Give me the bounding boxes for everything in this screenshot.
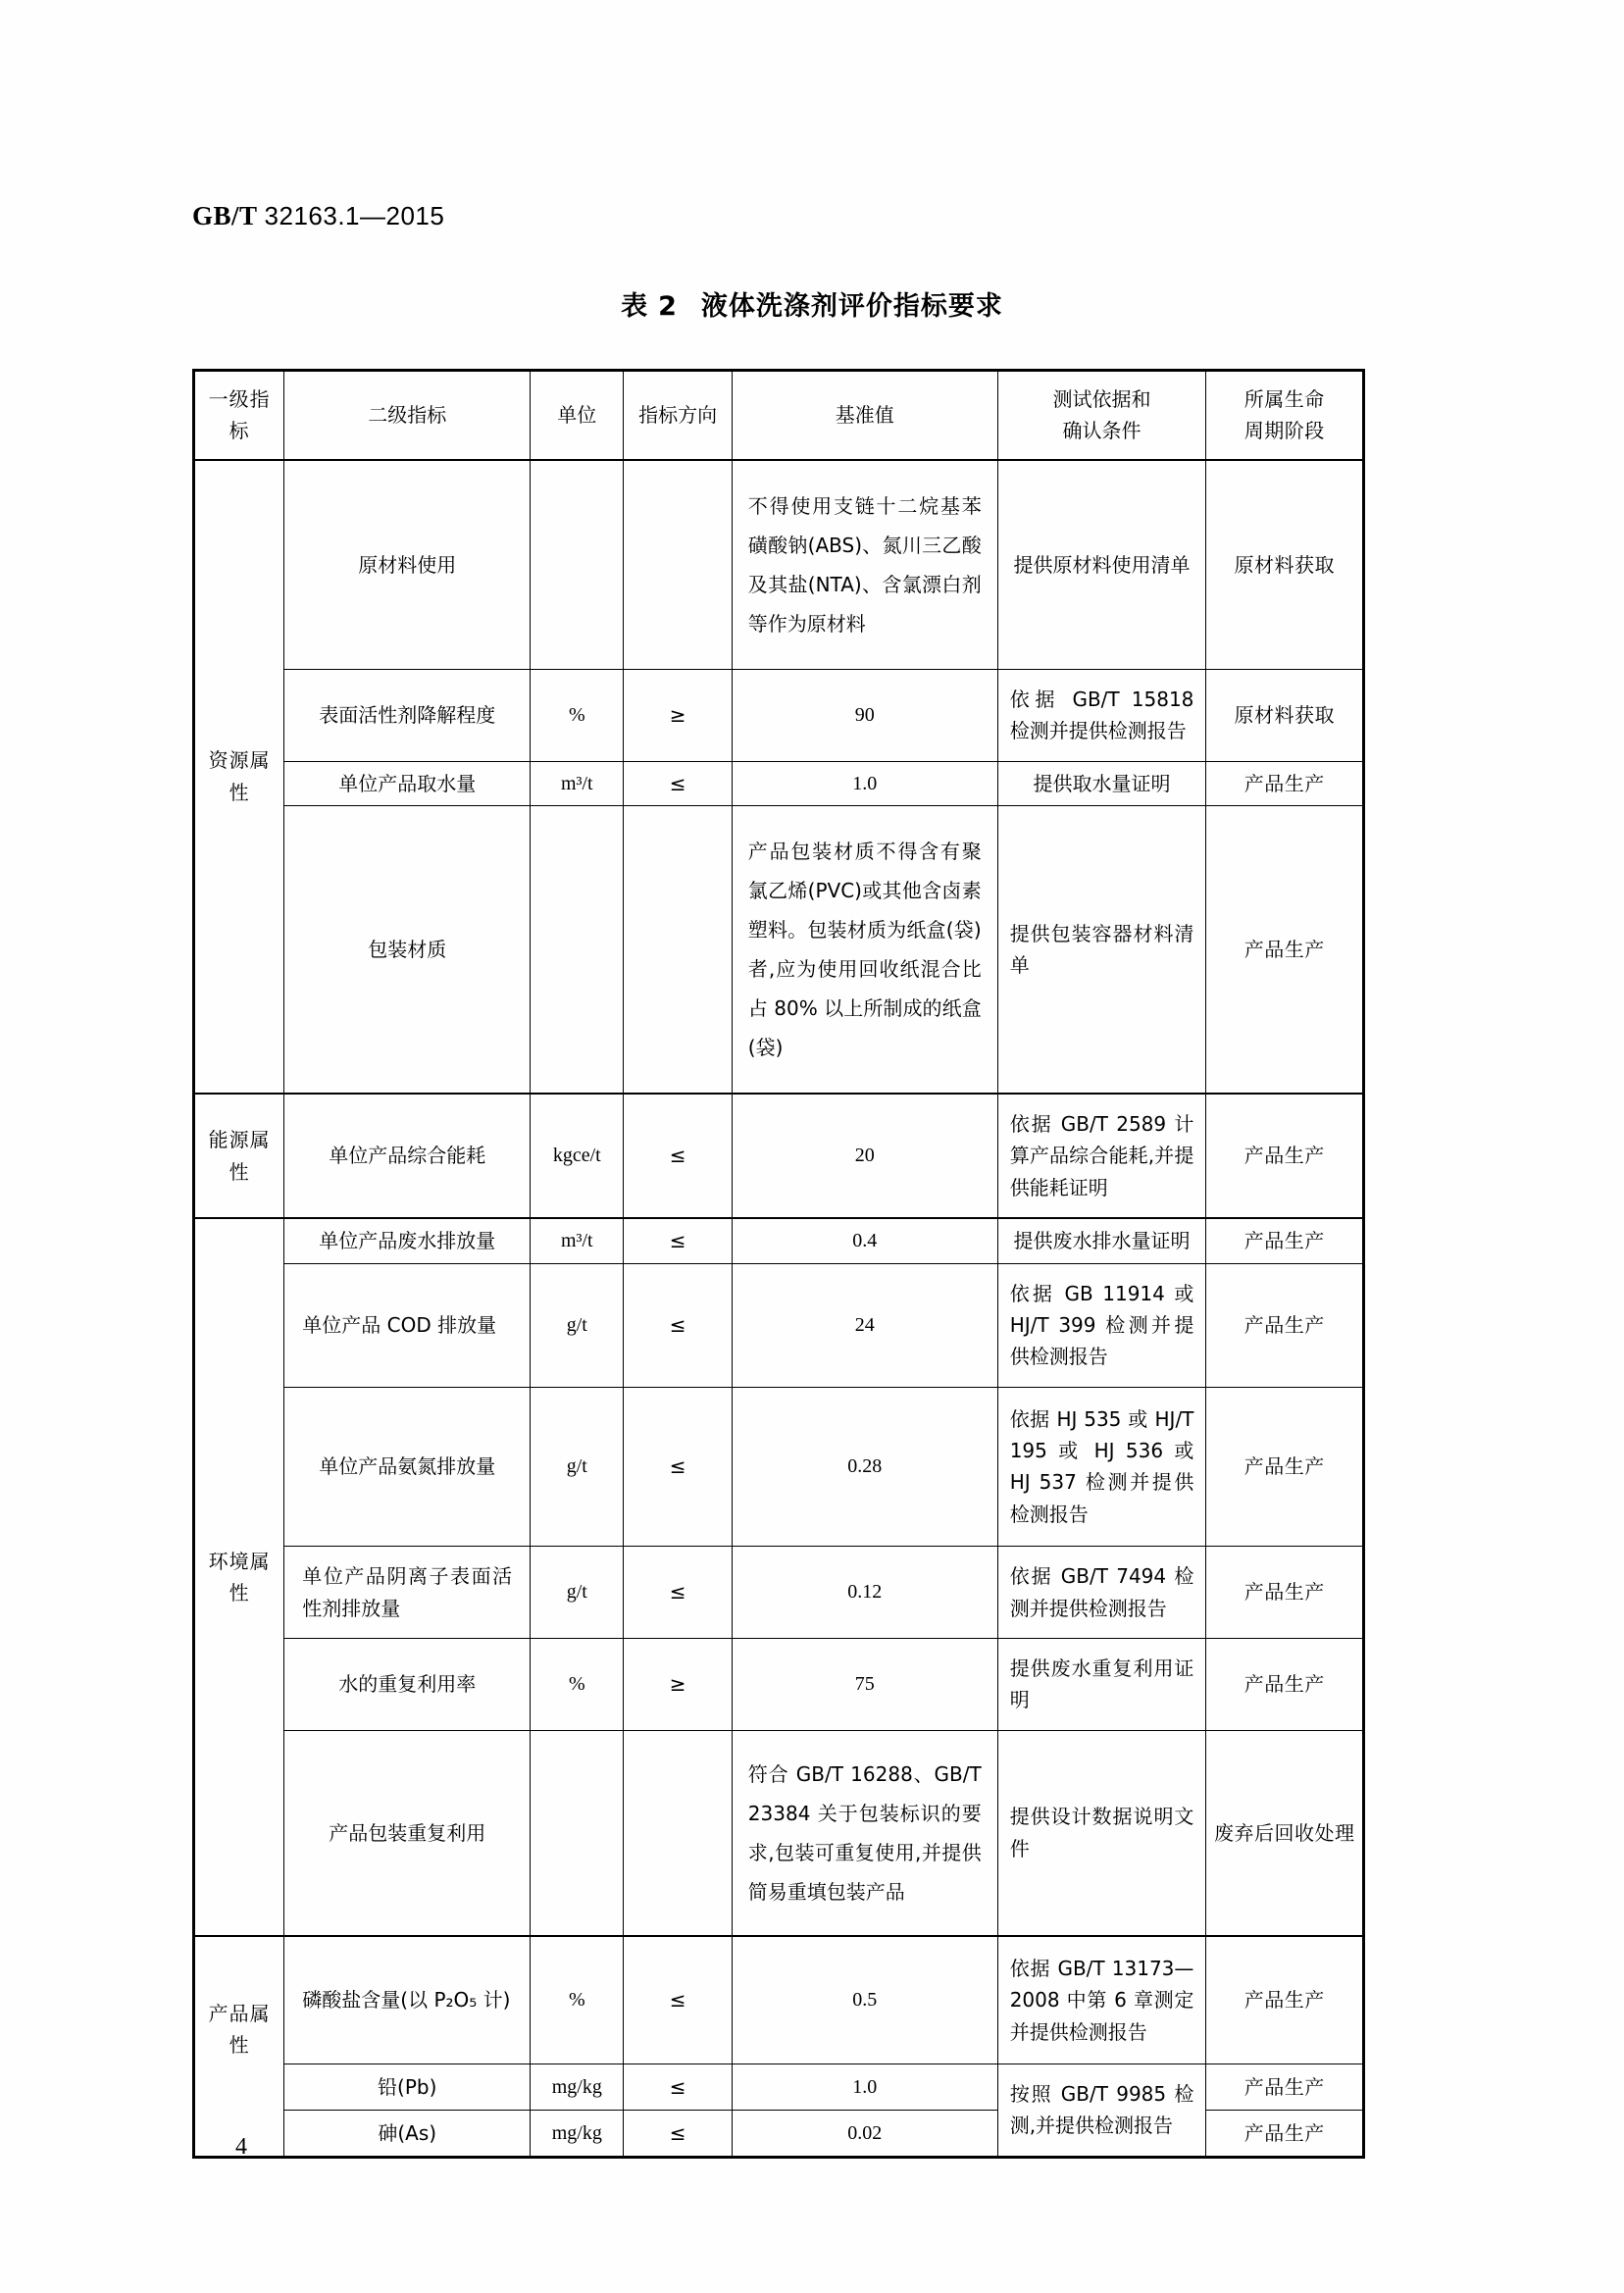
cell-secondary-index: 单位产品取水量 <box>284 761 531 805</box>
cell-secondary-index: 磷酸盐含量(以 P₂O₅ 计) <box>284 1936 531 2064</box>
cell-direction <box>624 460 732 670</box>
cell-primary-index-energy: 能源属性 <box>194 1094 284 1218</box>
cell-primary-index-product: 产品属性 <box>194 1936 284 2157</box>
cell-secondary-index: 砷(As) <box>284 2110 531 2157</box>
col-header-test-basis-line2: 确认条件 <box>1062 419 1142 443</box>
cell-direction <box>624 805 732 1094</box>
cell-baseline: 0.4 <box>732 1218 997 1263</box>
cell-secondary-index: 单位产品废水排放量 <box>284 1218 531 1263</box>
cell-direction: ≤ <box>624 1547 732 1639</box>
cell-direction: ≤ <box>624 1094 732 1218</box>
cell-lifecycle: 产品生产 <box>1206 1639 1364 1731</box>
cell-baseline: 20 <box>732 1094 997 1218</box>
cell-test-basis: 依据 GB/T 7494 检测并提供检测报告 <box>997 1547 1206 1639</box>
cell-lifecycle: 产品生产 <box>1206 1263 1364 1387</box>
cell-baseline: 90 <box>732 669 997 761</box>
cell-baseline: 24 <box>732 1263 997 1387</box>
table-header-row <box>194 371 1364 460</box>
table-row <box>194 669 1364 761</box>
cell-secondary-index: 表面活性剂降解程度 <box>284 669 531 761</box>
cell-baseline: 0.02 <box>732 2110 997 2157</box>
cell-unit: % <box>531 1639 624 1731</box>
cell-unit: % <box>531 1936 624 2064</box>
cell-test-basis: 提供设计数据说明文件 <box>997 1730 1206 1936</box>
cell-unit: g/t <box>531 1547 624 1639</box>
cell-unit <box>531 1730 624 1936</box>
cell-baseline: 75 <box>732 1639 997 1731</box>
cell-unit: mg/kg <box>531 2064 624 2110</box>
table-row <box>194 2064 1364 2110</box>
col-header-primary-index: 一级指标 <box>194 371 284 460</box>
cell-baseline: 不得使用支链十二烷基苯磺酸钠(ABS)、氮川三乙酸及其盐(NTA)、含氯漂白剂等作为原材料 <box>732 460 997 670</box>
caption-title: 液体洗涤剂评价指标要求 <box>700 291 1003 322</box>
cell-lifecycle: 产品生产 <box>1206 1094 1364 1218</box>
cell-lifecycle: 产品生产 <box>1206 1387 1364 1547</box>
col-header-lifecycle-line1: 所属生命 <box>1243 387 1325 411</box>
page-number: 4 <box>235 2134 247 2160</box>
caption-label: 表 <box>621 291 649 322</box>
cell-lifecycle: 产品生产 <box>1206 761 1364 805</box>
cell-secondary-index: 单位产品综合能耗 <box>284 1094 531 1218</box>
cell-direction: ≥ <box>624 669 732 761</box>
cell-test-basis: 依据 GB/T 2589 计算产品综合能耗,并提供能耗证明 <box>997 1094 1206 1218</box>
col-header-secondary-index: 二级指标 <box>284 371 531 460</box>
cell-secondary-index: 产品包装重复利用 <box>284 1730 531 1936</box>
cell-primary-index-resource: 资源属性 <box>194 460 284 1094</box>
table-wrapper <box>192 369 1365 2159</box>
running-header <box>192 201 444 231</box>
table-row <box>194 1936 1364 2064</box>
cell-unit <box>531 460 624 670</box>
table-row <box>194 1094 1364 1218</box>
cell-direction: ≤ <box>624 2064 732 2110</box>
cell-baseline: 产品包装材质不得含有聚氯乙烯(PVC)或其他含卤素塑料。包装材质为纸盒(袋)者,应为使用回收纸混合比占 80% 以上所制成的纸盒(袋) <box>732 805 997 1094</box>
cell-test-basis: 依据 GB/T 15818 检测并提供检测报告 <box>997 669 1206 761</box>
cell-secondary-index: 单位产品 COD 排放量 <box>284 1263 531 1387</box>
cell-lifecycle: 产品生产 <box>1206 1547 1364 1639</box>
cell-secondary-index: 单位产品阴离子表面活性剂排放量 <box>284 1547 531 1639</box>
cell-baseline: 1.0 <box>732 761 997 805</box>
cell-test-basis: 提供废水重复利用证明 <box>997 1639 1206 1731</box>
table-row <box>194 1218 1364 1263</box>
cell-lifecycle: 废弃后回收处理 <box>1206 1730 1364 1936</box>
cell-unit: mg/kg <box>531 2110 624 2157</box>
cell-test-basis: 按照 GB/T 9985 检测,并提供检测报告 <box>997 2064 1206 2157</box>
table-row <box>194 460 1364 670</box>
cell-direction: ≤ <box>624 1218 732 1263</box>
cell-secondary-index: 铅(Pb) <box>284 2064 531 2110</box>
cell-test-basis: 依据 GB/T 13173—2008 中第 6 章测定并提供检测报告 <box>997 1936 1206 2064</box>
table-row <box>194 1387 1364 1547</box>
cell-test-basis: 提供废水排水量证明 <box>997 1218 1206 1263</box>
cell-lifecycle: 产品生产 <box>1206 1936 1364 2064</box>
standard-prefix: GB/T <box>192 201 258 230</box>
evaluation-index-table <box>192 369 1365 2159</box>
cell-direction <box>624 1730 732 1936</box>
col-header-baseline: 基准值 <box>732 371 997 460</box>
table-row <box>194 805 1364 1094</box>
standard-number: 32163.1—2015 <box>264 201 445 230</box>
table-row <box>194 761 1364 805</box>
col-header-lifecycle <box>1206 371 1364 460</box>
cell-baseline: 0.5 <box>732 1936 997 2064</box>
cell-unit: m³/t <box>531 761 624 805</box>
table-row <box>194 1263 1364 1387</box>
cell-direction: ≤ <box>624 1936 732 2064</box>
cell-direction: ≤ <box>624 761 732 805</box>
cell-secondary-index: 原材料使用 <box>284 460 531 670</box>
cell-lifecycle: 原材料获取 <box>1206 669 1364 761</box>
caption-number: 2 <box>658 291 678 322</box>
cell-baseline: 1.0 <box>732 2064 997 2110</box>
cell-direction: ≥ <box>624 1639 732 1731</box>
cell-unit: kgce/t <box>531 1094 624 1218</box>
table-row <box>194 1730 1364 1936</box>
cell-secondary-index: 单位产品氨氮排放量 <box>284 1387 531 1547</box>
cell-unit: g/t <box>531 1263 624 1387</box>
cell-secondary-index: 包装材质 <box>284 805 531 1094</box>
col-header-lifecycle-line2: 周期阶段 <box>1243 419 1325 443</box>
table-caption <box>0 284 1624 323</box>
col-header-unit: 单位 <box>531 371 624 460</box>
cell-unit: % <box>531 669 624 761</box>
cell-test-basis: 提供原材料使用清单 <box>997 460 1206 670</box>
cell-test-basis: 依据 GB 11914 或 HJ/T 399 检测并提供检测报告 <box>997 1263 1206 1387</box>
table-row <box>194 1547 1364 1639</box>
cell-unit: g/t <box>531 1387 624 1547</box>
col-header-test-basis <box>997 371 1206 460</box>
col-header-test-basis-line1: 测试依据和 <box>1052 387 1151 411</box>
cell-direction: ≤ <box>624 1263 732 1387</box>
cell-lifecycle: 产品生产 <box>1206 2110 1364 2157</box>
cell-test-basis: 依据 HJ 535 或 HJ/T 195 或 HJ 536 或 HJ 537 检测并提供检测报告 <box>997 1387 1206 1547</box>
cell-lifecycle: 产品生产 <box>1206 1218 1364 1263</box>
cell-direction: ≤ <box>624 2110 732 2157</box>
col-header-direction: 指标方向 <box>624 371 732 460</box>
cell-unit: m³/t <box>531 1218 624 1263</box>
cell-lifecycle: 原材料获取 <box>1206 460 1364 670</box>
cell-direction: ≤ <box>624 1387 732 1547</box>
cell-unit <box>531 805 624 1094</box>
cell-baseline: 符合 GB/T 16288、GB/T 23384 关于包装标识的要求,包装可重复使用,并提供简易重填包装产品 <box>732 1730 997 1936</box>
cell-lifecycle: 产品生产 <box>1206 2064 1364 2110</box>
cell-secondary-index: 水的重复利用率 <box>284 1639 531 1731</box>
cell-baseline: 0.28 <box>732 1387 997 1547</box>
cell-primary-index-environment: 环境属性 <box>194 1218 284 1936</box>
cell-baseline: 0.12 <box>732 1547 997 1639</box>
cell-test-basis: 提供取水量证明 <box>997 761 1206 805</box>
cell-lifecycle: 产品生产 <box>1206 805 1364 1094</box>
cell-test-basis: 提供包装容器材料清单 <box>997 805 1206 1094</box>
table-row <box>194 1639 1364 1731</box>
